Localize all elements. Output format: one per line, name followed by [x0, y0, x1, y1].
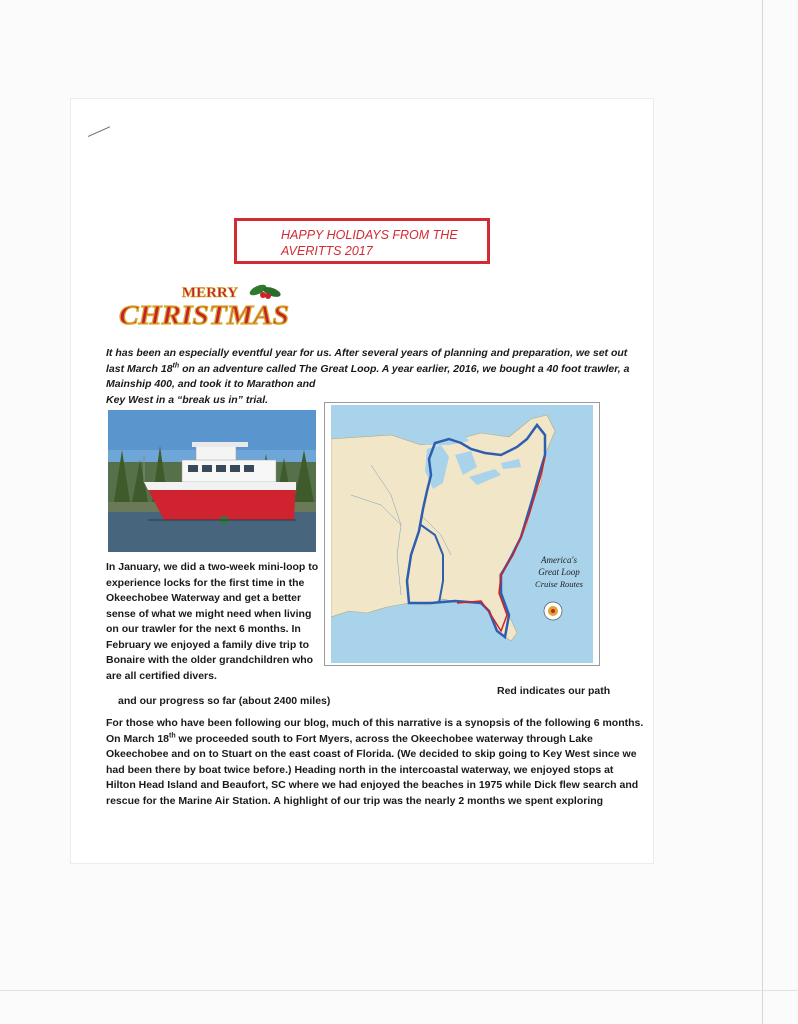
trawler-photo	[108, 410, 316, 552]
holly-icon	[248, 283, 282, 299]
blog-line: For those who have been following our blog, much of this narrative is a synopsis of the following 6 months.	[106, 717, 644, 729]
holiday-header-box	[234, 218, 490, 264]
merry-christmas-logo	[112, 280, 292, 332]
january-line: Bonaire with the older grandchildren who	[106, 654, 314, 666]
blog-paragraph	[106, 716, 644, 809]
compass-badge-icon	[544, 602, 562, 620]
legend-line-1: America's	[541, 555, 577, 565]
blog-line: rescue for the Marine Air Station. A highlight of our trip was the nearly 2 months we spent exploring	[106, 794, 604, 807]
blog-line: had been there by boat twice before.) Heading north in the intercoastal waterway, we enjoyed stops at	[106, 763, 614, 776]
january-line: Okeechobee Waterway and get a better	[106, 592, 302, 604]
blog-line: Hilton Head Island and Beaufort, SC where we had enjoyed the beaches in 1975 while Dick flew search and	[106, 779, 639, 791]
legend-line-3: Cruise Routes	[535, 579, 583, 589]
map-caption: Red indicates our path	[497, 685, 611, 697]
legend-line-2: Great Loop	[538, 567, 580, 577]
blog-line: Okeechobee and on to Stuart on the east coast of Florida. (We decided to skip going to Key West since we	[106, 748, 637, 760]
intro-line: Key West in a “break us in” trial.	[106, 393, 269, 406]
blog-line: On March 18th we proceeded south to Fort Myers, across the Okeechobee waterway through Lake	[106, 732, 593, 745]
intro-line: It has been an especially eventful year for us. After several years of planning and preparation, we set out	[106, 347, 628, 359]
header-line-1: HAPPY HOLIDAYS FROM THE	[281, 228, 458, 242]
scan-edge-right	[762, 0, 763, 1024]
progress-text: and our progress so far (about 2400 miles)	[118, 695, 331, 707]
merry-word: MERRY	[181, 285, 239, 301]
intro-paragraph	[106, 346, 630, 408]
january-line: experience locks for the first time in the	[106, 576, 305, 589]
great-loop-map	[331, 405, 593, 663]
january-line: sense of what we might need when living	[106, 607, 312, 620]
january-line: February we enjoyed a family dive trip to	[106, 638, 310, 651]
intro-line: Mainship 400, and took it to Marathon and	[106, 378, 316, 390]
january-line: In January, we did a two-week mini-loop to	[106, 561, 319, 573]
january-paragraph	[106, 560, 319, 684]
scan-edge-bottom	[0, 990, 798, 991]
january-line: on our trawler for the next 6 months. In	[106, 623, 301, 635]
intro-line: last March 18th on an adventure called The Great Loop. A year earlier, 2016, we bought a 40 foot trawler, a	[106, 362, 630, 375]
christmas-word: CHRISTMAS	[119, 300, 289, 330]
great-loop-map-frame	[324, 402, 600, 666]
map-legend	[535, 555, 584, 589]
header-line-2: AVERITTS 2017	[281, 244, 373, 258]
january-line: are all certified divers.	[106, 669, 217, 682]
